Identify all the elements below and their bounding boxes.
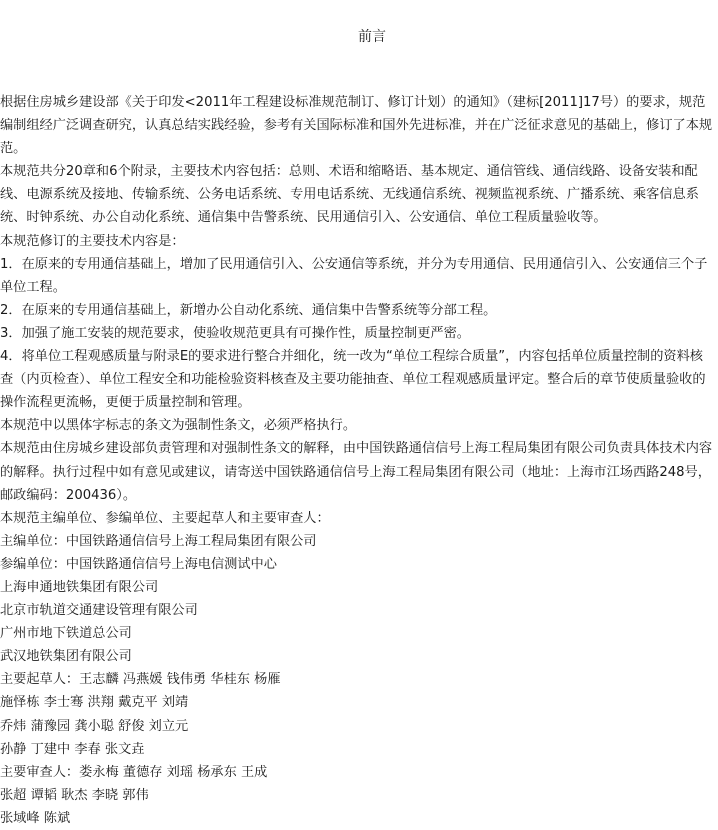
- paragraph-drafters: 乔炜 蒲豫园 龚小聪 舒俊 刘立元: [0, 718, 189, 734]
- paragraph-chief-unit: 主编单位：中国铁路通信信号上海工程局集团有限公司: [0, 533, 317, 549]
- document-body: [0, 91, 716, 830]
- paragraph-participating-unit: 上海申通地铁集团有限公司: [0, 579, 159, 595]
- paragraph-management: 本规范由住房城乡建设部负责管理和对强制性条文的解释，由中国铁路通信信号上海工程局集团有限公司负责具体技术内容的解释。执行过程中如有意见或建议，请寄送中国铁路通信信号上海工程局集团有限公司（地址：上海市江场西路248号，邮政编码：200436）。: [0, 441, 713, 503]
- paragraph-participating-unit: 广州市地下铁道总公司: [0, 626, 132, 642]
- paragraph-participating-unit: 武汉地铁集团有限公司: [0, 649, 132, 665]
- page-title: 前言: [358, 29, 386, 45]
- paragraph-reviewers: 张超 谭韬 耿杰 李晓 郭伟: [0, 787, 149, 803]
- paragraph-revision-item: 3．加强了施工安装的规范要求，使验收规范更具有可操作性，质量控制更严密。: [0, 325, 470, 341]
- paragraph-contents: 本规范共分20章和6个附录，主要技术内容包括：总则、术语和缩略语、基本规定、通信管线、通信线路、设备安装和配线、电源系统及接地、传输系统、公务电话系统、专用电话系统、无线通信系统、视频监视系统、广播系统、乘客信息系统、时钟系统、办公自动化系统、通信集中告警系统、民用通信引入、公安通信、单位工程质量验收等。: [0, 164, 699, 226]
- paragraph-revision-intro: 本规范修订的主要技术内容是：: [0, 233, 185, 249]
- paragraph-mandatory-note: 本规范中以黑体字标志的条文为强制性条文，必须严格执行。: [0, 418, 357, 434]
- paragraph-reviewers: 张域峰 陈斌: [0, 810, 71, 826]
- paragraph-participating-unit: 参编单位：中国铁路通信信号上海电信测试中心: [0, 556, 277, 572]
- paragraph-reviewers: 主要审查人：娄永梅 董德存 刘瑶 杨承东 王成: [0, 764, 268, 780]
- paragraph-drafters: 主要起草人：王志麟 冯燕媛 钱伟勇 华桂东 杨雁: [0, 672, 281, 688]
- paragraph-basis: 根据住房城乡建设部《关于印发<2011年工程建设标准规范制订、修订计划）的通知》（建标[2011]17号）的要求，规范编制组经广泛调查研究，认真总结实践经验，参考有关国际标准和国外先进标准，并在广泛征求意见的基础上，修订了本规范。: [0, 95, 713, 157]
- paragraph-revision-item: 1．在原来的专用通信基础上，增加了民用通信引入、公安通信等系统，并分为专用通信、民用通信引入、公安通信三个子单位工程。: [0, 256, 708, 295]
- paragraph-revision-item: 4．将单位工程观感质量与附录E的要求进行整合并细化，统一改为“单位工程综合质量”，内容包括单位质量控制的资料核查（内页检查）、单位工程安全和功能检验资料核查及主要功能抽查、单位工程观感质量评定。整合后的章节使质量验收的操作流程更流畅，更便于质量控制和管理。: [0, 349, 706, 411]
- paragraph-participating-unit: 北京市轨道交通建设管理有限公司: [0, 603, 198, 619]
- paragraph-contributors-intro: 本规范主编单位、参编单位、主要起草人和主要审查人：: [0, 510, 330, 526]
- paragraph-drafters: 孙静 丁建中 李春 张文垚: [0, 741, 145, 757]
- paragraph-drafters: 施怿栋 李士骞 洪翔 戴克平 刘靖: [0, 695, 189, 711]
- paragraph-revision-item: 2．在原来的专用通信基础上，新增办公自动化系统、通信集中告警系统等分部工程。: [0, 302, 497, 318]
